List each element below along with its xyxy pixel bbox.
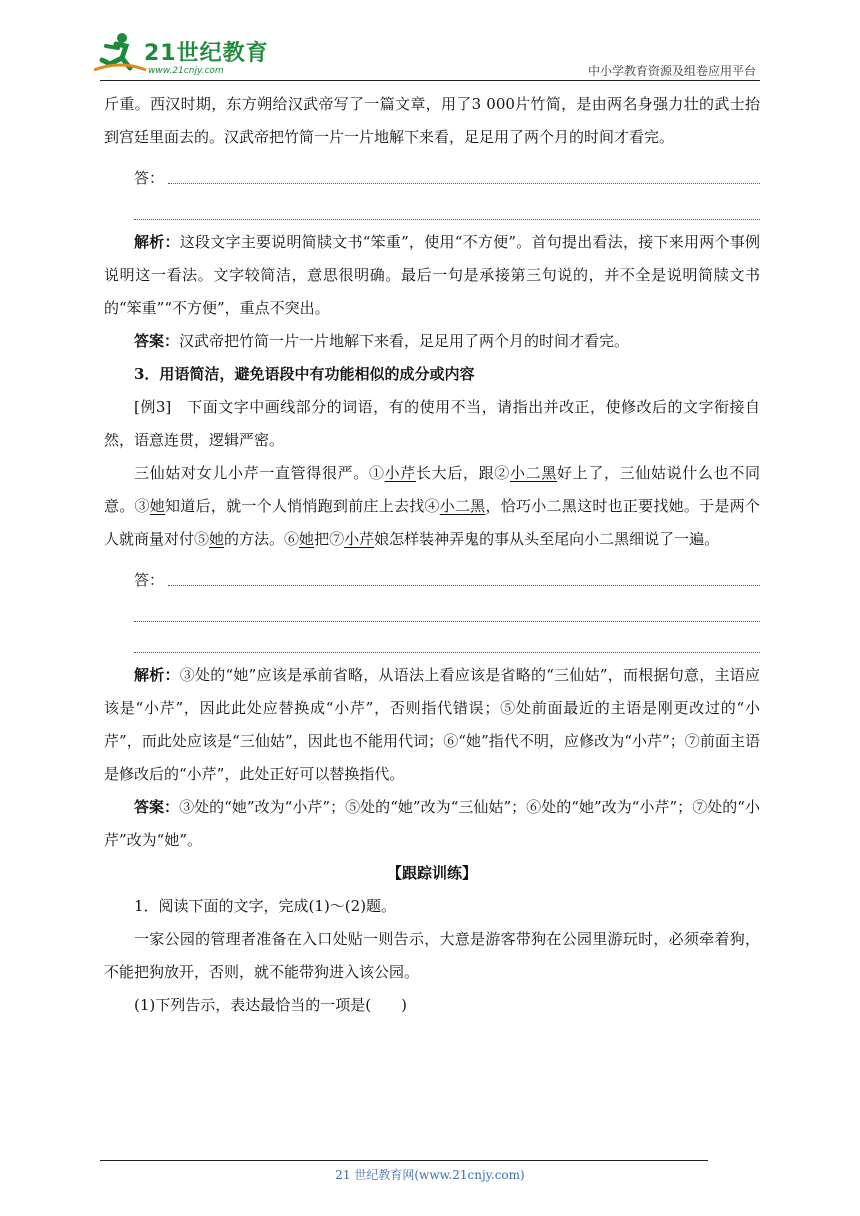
header-divider xyxy=(100,80,760,81)
story-text: 把⑦ xyxy=(314,530,345,548)
answer-key-text: ③处的“她”改为“小芹”；⑤处的“她”改为“三仙姑”；⑥处的“她”改为“小芹”；⑦处的“小芹”改为“她”。 xyxy=(104,798,760,849)
header-tagline: 中小学教育资源及组卷应用平台 xyxy=(587,64,756,78)
underlined-word: 她 xyxy=(299,530,315,548)
analysis-label: 解析： xyxy=(134,233,180,251)
answer-label: 答： xyxy=(134,571,165,589)
runner-icon xyxy=(92,30,148,76)
underlined-word: 小芹 xyxy=(344,530,375,548)
underlined-word: 小芹 xyxy=(384,464,416,482)
answer-blank[interactable] xyxy=(134,591,760,622)
answer-blank[interactable] xyxy=(168,567,760,586)
story-text: 三仙姑对女儿小芹一直管得很严。① xyxy=(134,464,385,482)
question-1-text: 一家公园的管理者准备在入口处贴一则告示，大意是游客带狗在公园里游玩时，必须牵着狗，不能把狗放开，否则，就不能带狗进入该公园。 xyxy=(104,930,760,981)
story-text: 娘怎样装神弄鬼的事从头至尾向小二黑细说了一遍。 xyxy=(374,530,720,548)
example-text: 下面文字中画线部分的词语，有的使用不当，请指出并改正，使修改后的文字衔接自然，语意连贯，逻辑严密。 xyxy=(104,398,760,449)
page-content xyxy=(104,88,760,1022)
site-logo[interactable] xyxy=(92,30,292,80)
answer-blank[interactable] xyxy=(134,622,760,653)
answer-blank[interactable] xyxy=(134,189,760,220)
analysis-paragraph xyxy=(104,226,760,325)
underlined-word: 小二黑 xyxy=(509,464,557,482)
logo-url: www.21cnjy.com xyxy=(148,66,224,76)
story-text: ，恰巧小二黑这时也正要找她。于是两个人就商量对付⑤ xyxy=(104,497,760,548)
answer-line-1 xyxy=(104,154,760,189)
story-text: 知道后，就一个人悄悄跑到前庄上去找④ xyxy=(165,497,440,515)
section-title: 【跟踪训练】 xyxy=(386,864,477,882)
logo-text: 21世纪教育 xyxy=(144,41,269,66)
analysis-text: ③处的“她”应该是承前省略，从语法上看应该是省略的“三仙姑”，而根据句意，主语应该是“小芹”，因此此处应替换成“小芹”，否则指代错误；⑤处前面最近的主语是刚更改过的“小芹”，而此处应该是“三仙姑”，因此也不能用代词；⑥“她”指代不明，应修改为“小芹”；⑦前面主语是修改后的“小芹”，此处正好可以替换指代。 xyxy=(104,666,760,783)
underlined-word: 她 xyxy=(209,530,225,548)
answer-label: 答： xyxy=(134,169,165,187)
footer-link[interactable]: 21 世纪教育网(www.21cnjy.com) xyxy=(335,1168,525,1182)
paragraph-continued: 斤重。西汉时期，东方朔给汉武帝写了一篇文章，用了3 000片竹简，是由两名身强力壮的武士抬到宫廷里面去的。汉武帝把竹简一片一片地解下来看，足足用了两个月的时间才看完。 xyxy=(104,95,760,146)
story-paragraph xyxy=(104,457,760,556)
underlined-word: 小二黑 xyxy=(439,497,486,515)
story-text: 长大后，跟② xyxy=(415,464,510,482)
answer-line-2 xyxy=(104,556,760,591)
answer-key-paragraph xyxy=(104,325,760,358)
analysis-paragraph xyxy=(104,659,760,791)
answer-blank[interactable] xyxy=(168,165,760,184)
answer-key-label: 答案： xyxy=(134,332,180,350)
question-1-sub: (1)下列告示，表达最恰当的一项是( ) xyxy=(134,996,407,1014)
underlined-word: 她 xyxy=(149,497,166,515)
example-label: [例3] xyxy=(134,398,172,416)
answer-key-paragraph xyxy=(104,791,760,857)
page-header xyxy=(0,0,860,84)
answer-key-label: 答案： xyxy=(134,798,180,816)
footer-divider xyxy=(100,1160,708,1161)
analysis-label: 解析： xyxy=(134,666,180,684)
section-heading: 3．用语简洁，避免语段中有功能相似的成分或内容 xyxy=(134,365,475,383)
question-1: 1．阅读下面的文字，完成(1)～(2)题。 xyxy=(134,897,397,915)
example-paragraph xyxy=(104,391,760,457)
analysis-text: 这段文字主要说明简牍文书“笨重”，使用“不方便”。首句提出看法，接下来用两个事例说明这一看法。文字较简洁，意思很明确。最后一句是承接第三句说的，并不全是说明简牍文书的“笨重”“不方便”，重点不突出。 xyxy=(104,233,760,317)
story-text: 好上了，三仙姑说什么也不同意。③ xyxy=(104,464,760,515)
answer-key-text: 汉武帝把竹简一片一片地解下来看，足足用了两个月的时间才看完。 xyxy=(179,332,630,350)
story-text: 的方法。⑥ xyxy=(224,530,300,548)
